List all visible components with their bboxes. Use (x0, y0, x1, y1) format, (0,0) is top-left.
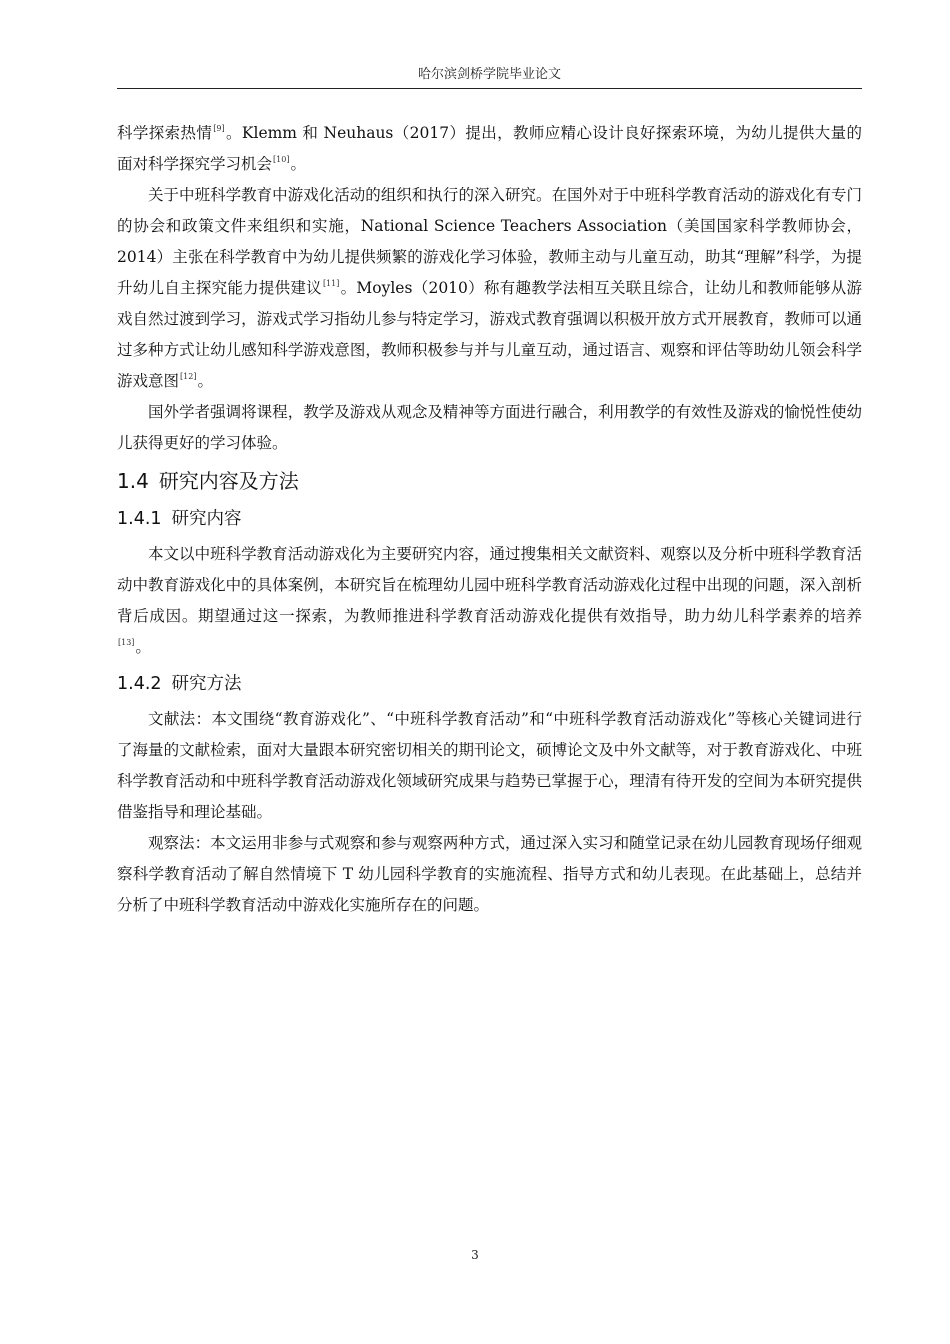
subsection-title: 研究方法 (171, 674, 242, 694)
page-header (117, 64, 862, 89)
section-number: 1.4 (117, 469, 149, 493)
paragraph-6 (117, 828, 862, 921)
citation-10: [10] (273, 155, 290, 164)
citation-13: [13] (118, 638, 135, 647)
subsection-heading-1-4-1 (117, 504, 862, 535)
document-body (117, 118, 862, 921)
paragraph-text: 文献法：本文围绕“教育游戏化”、“中班科学教育活动”和“中班科学教育活动游戏化”等核心关键词进行了海量的文献检索，面对大量跟本研究密切相关的期刊论文，硕博论文及中外文献等，对于教育游戏化、中班科学教育活动和中班科学教育活动游戏化领域研究成果与趋势已掌握于心，理清有待开发的空间为本研究提供借鉴指导和理论基础。 (117, 710, 862, 821)
paragraph-5 (117, 704, 862, 828)
paragraph-text: 。Klemm 和 Neuhaus（2017）提出，教师应精心设计良好探索环境，为幼儿提供大量的面对科学探究学习机会 (117, 124, 862, 173)
paragraph-text: 本文以中班科学教育活动游戏化为主要研究内容，通过搜集相关文献资料、观察以及分析中班科学教育活动中教育游戏化中的具体案例，本研究旨在梳理幼儿园中班科学教育活动游戏化过程中出现的问题，深入剖析背后成因。期望通过这一探索，为教师推进科学教育活动游戏化提供有效指导，助力幼儿科学素养的培养 (117, 545, 862, 625)
citation-9: [9] (213, 124, 225, 133)
header-title: 哈尔滨剑桥学院毕业论文 (417, 67, 561, 82)
subsection-title: 研究内容 (171, 509, 242, 529)
paragraph-2 (117, 180, 862, 397)
citation-12: [12] (180, 372, 197, 381)
paragraph-text: 。Moyles（2010）称有趣教学法相互关联且综合，让幼儿和教师能够从游戏自然过渡到学习，游戏式学习指幼儿参与特定学习，游戏式教育强调以积极开放方式开展教育，教师可以通过多种方式让幼儿感知科学游戏意图，教师积极参与并与儿童互动，通过语言、观察和评估等助幼儿领会科学游戏意图 (117, 279, 862, 390)
paragraph-3 (117, 397, 862, 459)
paragraph-text: 观察法：本文运用非参与式观察和参与观察两种方式，通过深入实习和随堂记录在幼儿园教育现场仔细观察科学教育活动了解自然情境下 T 幼儿园科学教育的实施流程、指导方式和幼儿表现。在此基础上，总结并分析了中班科学教育活动中游戏化实施所存在的问题。 (117, 834, 862, 914)
page-number: 3 (471, 1248, 479, 1262)
section-heading-1-4 (117, 464, 862, 498)
paragraph-text: 。 (290, 155, 306, 173)
paragraph-4 (117, 539, 862, 663)
paragraph-1 (117, 118, 862, 180)
subsection-number: 1.4.1 (117, 509, 162, 529)
paragraph-text: 。 (135, 638, 151, 656)
paragraph-text: 国外学者强调将课程，教学及游戏从观念及精神等方面进行融合，利用教学的有效性及游戏的愉悦性使幼儿获得更好的学习体验。 (117, 403, 862, 452)
subsection-number: 1.4.2 (117, 674, 162, 694)
paragraph-text: 关于中班科学教育中游戏化活动的组织和执行的深入研究。在国外对于中班科学教育活动的游戏化有专门的协会和政策文件来组织和实施，National Science Teachers Association（美国国家科学教师协会，2014）主张在科学教育中为幼儿提供频繁的游戏化学习体验，教师主动与儿童互动，助其“理解”科学，为提升幼儿自主探究能力提供建议 (117, 186, 862, 297)
citation-11: [11] (322, 279, 340, 288)
section-title: 研究内容及方法 (158, 469, 299, 493)
paragraph-text: 科学探索热情 (117, 124, 213, 142)
subsection-heading-1-4-2 (117, 669, 862, 700)
paragraph-text: 。 (197, 372, 213, 390)
